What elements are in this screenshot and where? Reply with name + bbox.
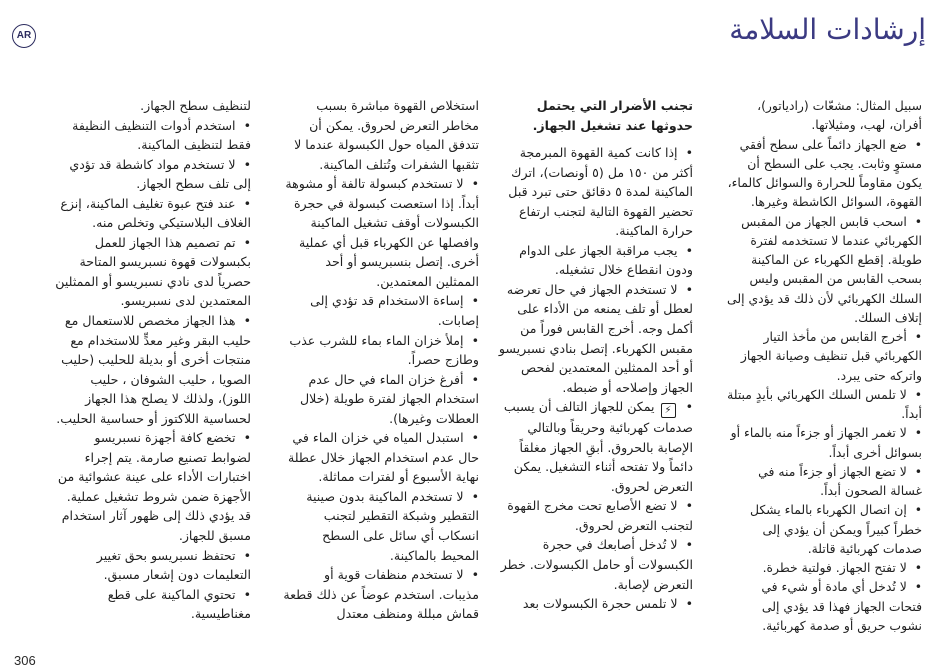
item-text: تم تصميم هذا الجهاز للعمل بكبسولات قهوة نسبريسو المتاحة حصرياً لدى نادي نسبريسو أو الممثلين المعتمدين لدى نسبريسو. [55,234,251,309]
page-title: إرشادات السلامة [729,13,926,46]
item-text: يمكن للجهاز التالف أن يسبب صدمات كهربائية وحريقاً وبالتالي الإصابة بالحروق. أبقِ الجهاز مغلقاً دائماً ولا تفتحه أثناء التشغيل. يمكن التعرض لحروق. [503,399,693,494]
list-item [726,327,922,385]
item-text: لا تلمس حجرة الكبسولات بعد [522,596,678,612]
list-item [55,116,251,155]
item-text: إملأ خزان الماء بماء للشرب عذب وطازج حصراً. [289,332,479,368]
list-item [497,241,693,280]
text-column-1 [726,96,922,635]
list-item [55,585,251,624]
list-item [726,500,922,558]
list-item [283,331,479,370]
item-text: تحتفظ نسبريسو بحق تغيير التعليمات دون إشعار مسبق. [96,547,251,583]
item-text: ضع الجهاز دائماً على سطح أفقي مستوٍ وثابت. يجب على السطح أن يكون مقاوماً للحرارة والسوائل كالماء، القهوة، السوائل الكاشطة وغيرها. [727,136,922,210]
item-text: لا تستخدم الجهاز في حال تعرضه لعطل أو تلف يمنعه من الأداء على أكمل وجه. أخرج القابس فوراً من مقبس الكهرباء. إتصل بنادي نسبريسو أو أحد الممثلين المعتمدين لفحص الجهاز وإصلاحه أو ضبطه. [498,281,693,395]
list-item [283,370,479,429]
item-text: إن اتصال الكهرباء بالماء يشكل خطراً كبيراً ويمكن أن يؤدي إلى صدمات كهربائية قاتلة. [749,502,922,556]
item-text: لا تستخدم مواد كاشطة قد تؤدي إلى تلف سطح الجهاز. [69,156,251,192]
list-item [726,135,922,212]
list-item [55,546,251,585]
item-text: أفرغ خزان الماء في حال عدم استخدام الجهاز لفترة طويلة (خلال العطلات وغيرها). [300,371,479,426]
language-badge: AR [12,24,36,48]
item-text: لتنظيف سطح الجهاز. [140,98,251,113]
item-text: لا تلمس السلك الكهربائي بأيدٍ مبتلة أبداً. [727,386,922,421]
list-item [55,194,251,233]
list-item [55,233,251,311]
item-text: لا تُدخل أصابعك في حجرة الكبسولات أو حامل الكبسولات. خطر التعرض لإصابة. [500,537,693,592]
paragraph [726,96,922,135]
section-heading [497,96,693,135]
item-text: لا تفتح الجهاز. فولتية خطرة. [762,560,907,575]
list-item [497,397,693,496]
item-text: إساءة الاستخدام قد تؤدي إلى إصابات. [310,293,479,329]
paragraph [55,96,251,116]
item-text: لا تستخدم منظفات قوية أو مذيبات. استخدم عوضاً عن ذلك قطعة قماش مبللة ومنظف معتدل [283,567,479,622]
list-item [55,155,251,194]
item-text: تحتوي الماكينة على قطع مغناطيسية. [107,586,251,622]
list-item [283,565,479,624]
item-text: هذا الجهاز مخصص للاستعمال مع حليب البقر وغير معدٍّ للاستخدام مع منتجات أخرى أو بديلة للحليب (حليب الصويا ، حليب الشوفان ، حليب اللوز)، ولذلك لا يصلح هذا الجهاز لحساسية اللاكتوز أو حساسية الحليب. [56,313,251,426]
list-item [497,496,693,535]
item-text: لا تغمر الجهاز أو جزءاً منه بالماء أو بسوائل أخرى أبداً. [730,425,922,460]
item-text: لا تستخدم كبسولة تالفة أو مشوهة أبداً. إذا استعصت كبسولة في حجرة الكبسولات أوقف تشغيل الماكينة وافصلها عن الكهرباء قبل أي عملية أخرى. إتصل بنسبريسو أو أحد الممثلين المعتمدين. [285,176,479,289]
page-number: 306 [14,653,36,668]
list-item [497,280,693,397]
list-item [726,462,922,501]
list-item [726,577,922,635]
item-text: عند فتح عبوة تغليف الماكينة، إنزع الغلاف البلاستيكي وتخلص منه. [60,195,251,231]
list-item [55,428,251,545]
list-item [497,143,693,241]
text-column-3 [283,96,479,624]
item-text: سبيل المثال: مشعّات (رادياتور)، أفران، لهب، ومثيلاتها. [757,98,922,133]
text-column-4 [55,96,251,624]
list-item [726,423,922,462]
item-text: تجنب الأضرار التي يحتمل حدوثها عند تشغيل الجهاز. [532,98,693,133]
item-text: لا تستخدم الماكينة بدون صينية التقطير وشبكة التقطير لتجنب انسكاب أي سائل على السطح المحيط بالماكينة. [306,488,479,563]
list-item [55,311,251,428]
item-text: يجب مراقبة الجهاز على الدوام ودون انقطاع خلال تشغيله. [519,242,693,278]
list-item [726,212,922,328]
item-text: أخرج القابس من مأخذ التيار الكهربائي قبل تنظيف وصيانة الجهاز واتركه حتى يبرد. [740,329,922,383]
item-text: استبدل المياه في خزان الماء في حال عدم استخدام الجهاز خلال عطلة نهاية الأسبوع أو لفترات مماثلة. [287,430,479,485]
item-text: لا تُدخل أي مادة أو شيء في فتحات الجهاز فهذا قد يؤدي إلى نشوب حريق أو صدمة كهربائية. [761,579,922,633]
paragraph [283,96,479,174]
list-item [283,428,479,487]
item-text: لا تضع الأصابع تحت مخرج القهوة لتجنب التعرض لحروق. [507,498,693,533]
list-item [726,558,922,577]
item-text: إذا كانت كمية القهوة المبرمجة أكثر من ١٥٠ مل (٥ أونصات)، اترك الماكينة لمدة ٥ دقائق حتى تبرد قبل تحضير القهوة التالية لتجنب ارتفاع حرارة الماكينة. [508,145,693,239]
item-text: تخضع كافة أجهزة نسبريسو لضوابط تصنيع صارمة. يتم إجراء اختبارات الأداء على عينة عشوائية من الأجهزة ضمن شروط تشغيل عملية. قد يؤدي ذلك إلى ظهور آثار استخدام مسبق للجهاز. [57,430,251,544]
item-text: استخدم أدوات التنظيف النظيفة فقط لتنظيف الماكينة. [72,117,251,153]
item-text: استخلاص القهوة مباشرة بسبب مخاطر التعرض لحروق. يمكن أن تتدفق المياه حول الكبسولة عندما لا تثقبها الشفرات وتُتلف الماكينة. [294,98,479,172]
list-item [726,385,922,424]
list-item [497,594,693,614]
item-text: اسحب قابس الجهاز من المقبس الكهربائي عندما لا تستخدمه لفترة طويلة. إقطع الكهرباء عن الماكينة بسحب القابس من المقبس وليس السلك الكهربائي لأن ذلك قد يؤدي إلى إتلاف السلك. [727,213,922,325]
list-item [283,487,479,565]
list-item [497,535,693,594]
list-item [283,291,479,330]
list-item [283,174,479,291]
text-column-2 [497,96,693,614]
electric-warning-icon: ⚡ [661,403,676,418]
item-text: لا تضع الجهاز أو جزءاً منه في غسالة الصحون أبداً. [758,463,922,498]
